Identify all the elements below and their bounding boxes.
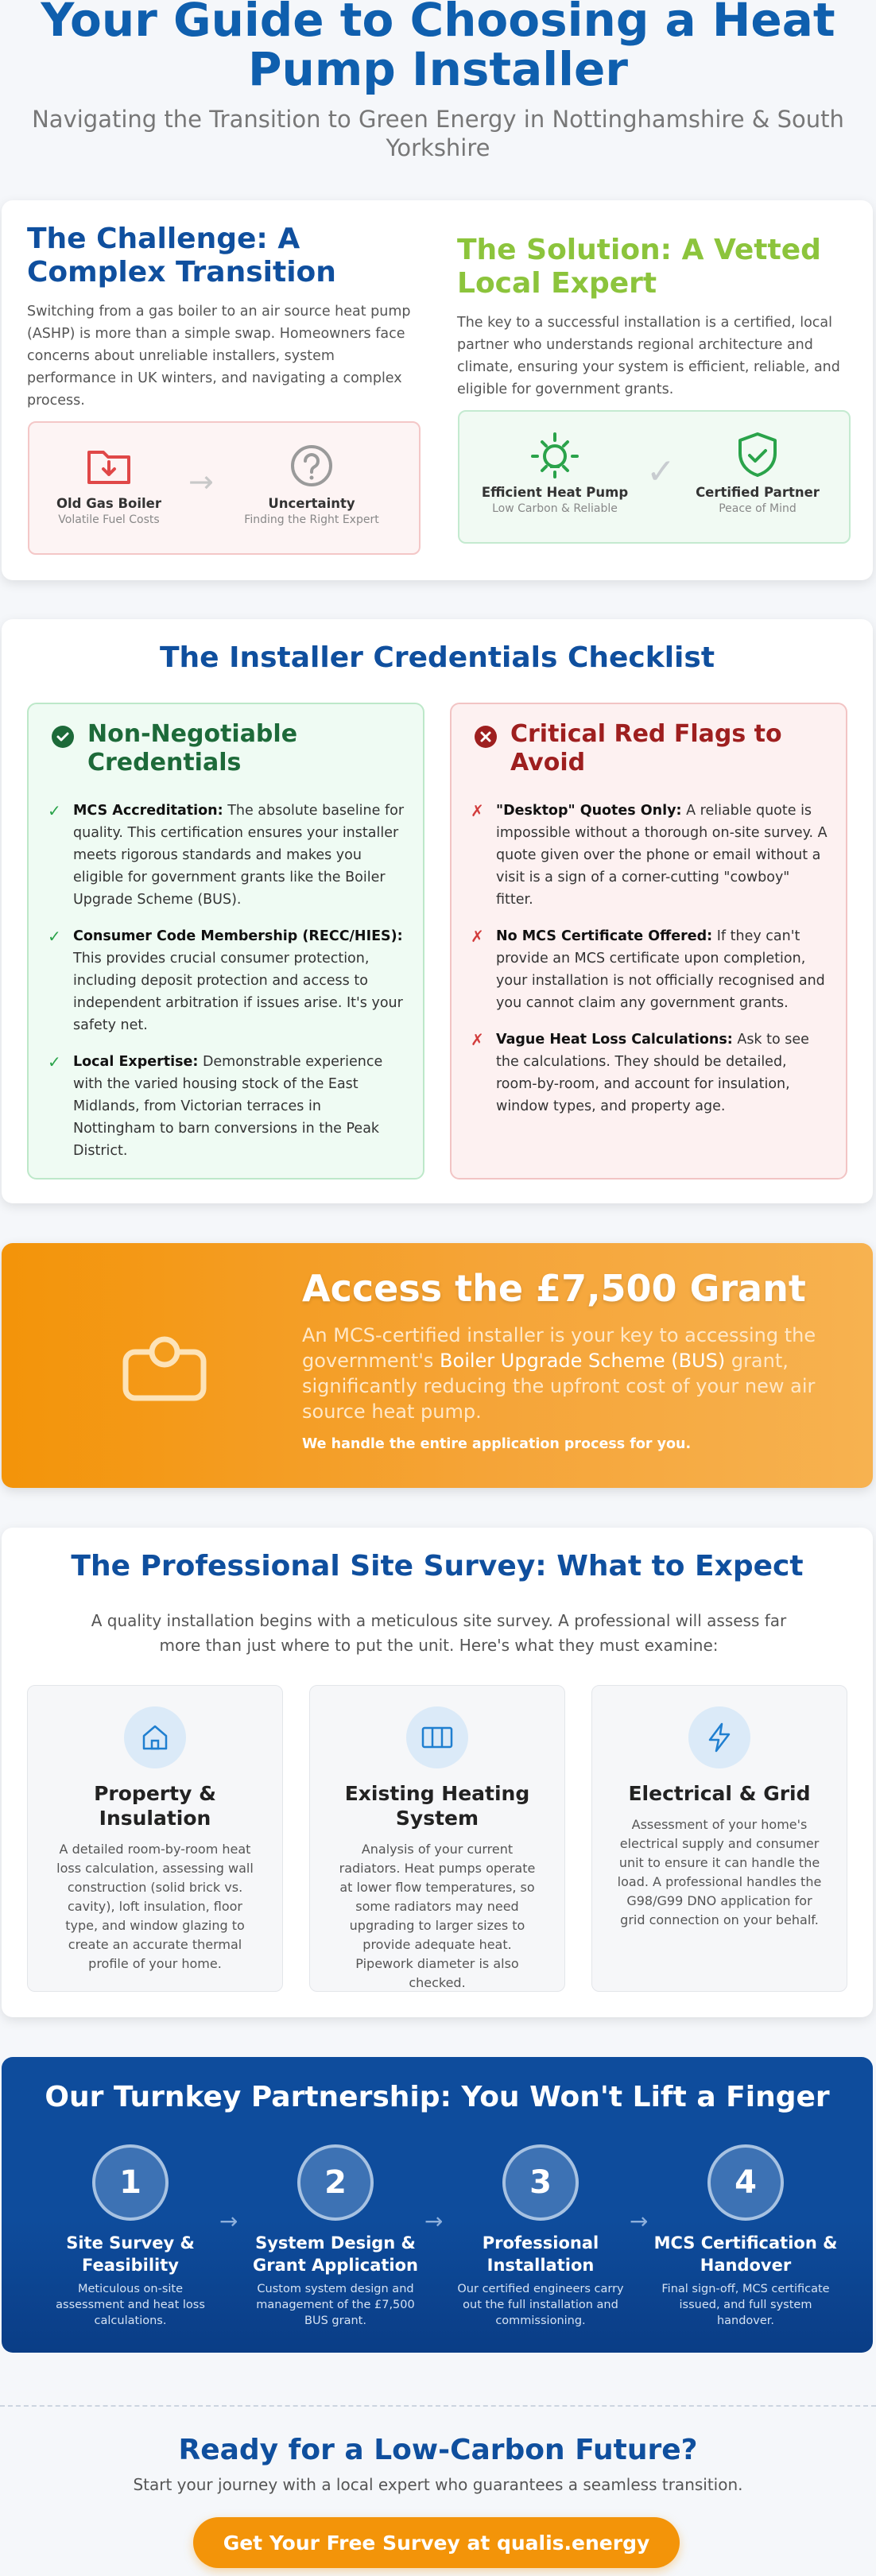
challenge-solution-card (2, 200, 873, 580)
survey-card-text: Assessment of your home's electrical supply and consumer unit to ensure it can handle the load. A professional handles the G98/G99 DNO application for grid connection on your behalf. (617, 1817, 822, 1927)
bad-list (471, 800, 828, 1132)
certified-partner-item (678, 429, 837, 515)
certified-partner-sub: Peace of Mind (719, 502, 797, 515)
survey-card-title: Property & Insulation (94, 1782, 216, 1830)
old-gas-boiler-label: Old Gas Boiler (56, 496, 162, 511)
turnkey-partnership-card (2, 2057, 873, 2353)
uncertainty-item (232, 440, 391, 526)
solution-column (457, 234, 851, 401)
bad-title: Critical Red Flags to Avoid (510, 720, 782, 777)
item-text: Demonstrable experience with the varied housing stock of the East Midlands, from Victorian terraces in Nottingham to barn conversions in the Peak District. (73, 1054, 383, 1159)
good-header (51, 720, 405, 777)
uncertainty-label: Uncertainty (268, 496, 355, 511)
cta-title: Ready for a Low-Carbon Future? (178, 2434, 698, 2466)
hero-header (0, 0, 876, 190)
grant-text-a: An MCS-certified installer is your key to accessing the government's (302, 1324, 816, 1372)
solution-title: The Solution: A Vetted Local Expert (457, 234, 821, 300)
survey-card-title: Electrical & Grid (628, 1782, 811, 1805)
bad-header (474, 720, 828, 777)
lightning-icon (688, 1706, 750, 1768)
credentials-checklist-card (2, 619, 873, 1203)
step-number: 2 (297, 2144, 374, 2221)
survey-card-title: Existing Heating System (344, 1782, 530, 1830)
divider (0, 2405, 876, 2407)
step-text: Our certified engineers carry out the full installation and commissioning. (457, 2283, 624, 2327)
step-title: Site Survey & Feasibility (66, 2233, 195, 2275)
page-subtitle: Navigating the Transition to Green Energy in Nottinghamshire & South Yorkshire (32, 106, 844, 161)
step-title: Professional Installation (482, 2233, 599, 2275)
step-title: MCS Certification & Handover (653, 2233, 838, 2275)
grant-text-highlight: Boiler Upgrade Scheme (BUS) (440, 1350, 726, 1372)
item-text: A reliable quote is impossible without a thorough on-site survey. A quote given over the phone or email without a visit is a sign of a corner-cutting "cowboy" fitter. (496, 803, 828, 908)
survey-card-property (27, 1685, 283, 1992)
step-text: Meticulous on-site assessment and heat loss calculations. (56, 2283, 205, 2327)
survey-intro: A quality installation begins with a meticulous site survey. A professional will assess far more than just where to put the unit. Here's what they must examine: (91, 1611, 787, 1655)
step-number: 1 (92, 2144, 169, 2221)
item-bold: "Desktop" Quotes Only: (496, 803, 682, 819)
right-arrow-icon: → (219, 2208, 238, 2234)
certified-partner-label: Certified Partner (696, 485, 820, 500)
red-flags-box (450, 703, 847, 1180)
step-title: System Design & Grant Application (252, 2233, 418, 2275)
grant-banner (2, 1243, 873, 1488)
challenge-column (27, 223, 421, 412)
item-bold: No MCS Certificate Offered: (496, 928, 713, 944)
old-gas-boiler-sub: Volatile Fuel Costs (58, 513, 160, 526)
item-text: This provides crucial consumer protection, including deposit protection and access to independent arbitration if issues arise. It's your safety net. (73, 951, 403, 1033)
survey-card-electrical (591, 1685, 847, 1992)
question-icon (232, 440, 391, 491)
step-number: 4 (707, 2144, 784, 2221)
item-bold: Consumer Code Membership (RECC/HIES): (73, 928, 403, 944)
list-item (471, 800, 828, 911)
grant-title: Access the £7,500 Grant (302, 1267, 806, 1310)
page-title: Your Guide to Choosing a Heat Pump Installer (41, 0, 835, 96)
checklist-title: The Installer Credentials Checklist (159, 641, 715, 674)
check-icon: ✓ (48, 927, 61, 946)
item-bold: MCS Accreditation: (73, 803, 223, 819)
step-number: 3 (502, 2144, 579, 2221)
non-negotiable-credentials-box (27, 703, 424, 1180)
cta-subtitle: Start your journey with a local expert who guarantees a seamless transition. (133, 2475, 743, 2494)
step-4 (650, 2144, 841, 2329)
cross-icon: ✗ (471, 927, 484, 946)
item-bold: Vague Heat Loss Calculations: (496, 1032, 733, 1048)
grant-text-b: grant, significantly reducing the upfront cost of your new air source heat pump. (302, 1350, 816, 1423)
list-item (48, 1051, 405, 1162)
step-text: Custom system design and management of the £7,500 BUS grant. (256, 2283, 415, 2327)
solution-illustration (458, 410, 851, 544)
list-item (48, 800, 405, 911)
turnkey-title: Our Turnkey Partnership: You Won't Lift a Finger (45, 2081, 830, 2113)
cross-icon: ✗ (471, 801, 484, 820)
folder-download-icon (29, 440, 188, 491)
shield-check-icon (678, 429, 837, 480)
house-icon (124, 1706, 186, 1768)
item-text: The absolute baseline for quality. This certification ensures your installer meets rigorous standards and makes you eligible for government grants like the Boiler Upgrade Scheme (BUS). (73, 803, 405, 908)
step-1 (35, 2144, 226, 2329)
right-arrow-icon: → (630, 2208, 649, 2234)
survey-card-text: Analysis of your current radiators. Heat pumps operate at lower flow temperatures, so some radiators may need upgrading to larger sizes to provide adequate heat. Pipework diameter is also checked. (339, 1842, 536, 1990)
site-survey-card (2, 1528, 873, 2017)
x-circle-icon (474, 725, 498, 749)
heat-pump-icon (475, 429, 634, 480)
efficient-heat-pump-sub: Low Carbon & Reliable (492, 502, 618, 515)
check-circle-icon (51, 725, 75, 749)
solution-text: The key to a successful installation is a certified, local partner who understands regional architecture and climate, ensuring your system is efficient, reliable, and eligible for government grants. (457, 315, 840, 397)
list-item (471, 1028, 828, 1118)
old-gas-boiler-item (29, 440, 188, 526)
right-arrow-icon: → (188, 464, 214, 499)
cross-icon: ✗ (471, 1030, 484, 1049)
grant-text (302, 1323, 827, 1424)
challenge-title: The Challenge: A Complex Transition (27, 223, 336, 289)
radiator-icon (406, 1706, 468, 1768)
check-icon: ✓ (48, 801, 61, 820)
item-text: If they can't provide an MCS certificate upon completion, your installation is not officially recognised and you cannot claim any government grants. (496, 928, 825, 1011)
step-2 (240, 2144, 431, 2329)
list-item (48, 925, 405, 1036)
free-survey-button[interactable]: Get Your Free Survey at qualis.energy (193, 2517, 680, 2568)
check-icon: ✓ (48, 1052, 61, 1071)
list-item (471, 925, 828, 1014)
challenge-illustration (28, 421, 421, 555)
survey-card-text: A detailed room-by-room heat loss calculation, assessing wall construction (solid brick vs. cavity), loft insulation, floor type, and window glazing to create an accurate thermal profile of your home. (56, 1842, 254, 1971)
good-title: Non-Negotiable Credentials (87, 720, 298, 777)
survey-title: The Professional Site Survey: What to Expect (71, 1550, 804, 1582)
wallet-icon (121, 1334, 208, 1406)
grant-note: We handle the entire application process for you. (302, 1436, 692, 1452)
item-bold: Local Expertise: (73, 1054, 199, 1070)
good-list (48, 800, 405, 1176)
step-3 (445, 2144, 636, 2329)
challenge-text: Switching from a gas boiler to an air source heat pump (ASHP) is more than a simple swap. Homeowners face concerns about unreliable installers, system performance in UK winters, and navigating a complex process. (27, 304, 411, 409)
right-arrow-icon: → (424, 2208, 444, 2234)
efficient-heat-pump-label: Efficient Heat Pump (481, 485, 629, 500)
uncertainty-sub: Finding the Right Expert (244, 513, 379, 526)
efficient-heat-pump-item (475, 429, 634, 515)
item-text: Ask to see the calculations. They should be detailed, room-by-room, and account for insulation, window types, and property age. (496, 1032, 809, 1114)
big-check-icon: ✓ (646, 451, 676, 492)
survey-card-heating (309, 1685, 565, 1992)
step-text: Final sign-off, MCS certificate issued, and full system handover. (661, 2283, 830, 2327)
